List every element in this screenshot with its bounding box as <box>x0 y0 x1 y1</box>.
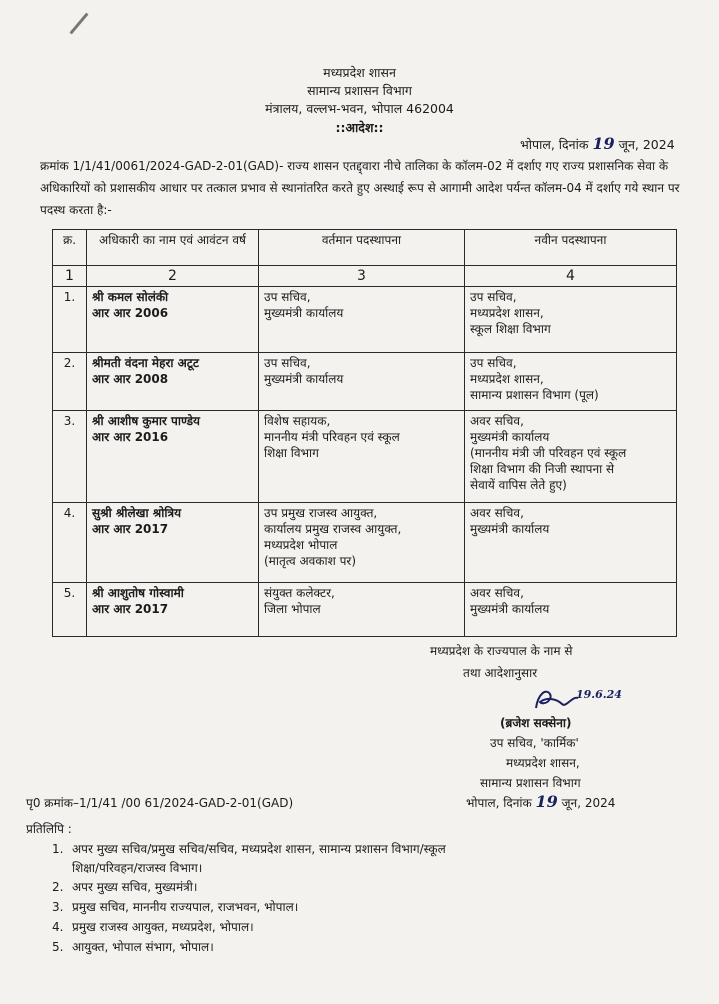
column-number: 4 <box>465 266 677 287</box>
posting-line: शिक्षा विभाग की निजी स्थापना से <box>470 462 615 476</box>
row-officer <box>87 353 259 411</box>
posting-line: उप सचिव, <box>264 356 311 370</box>
posting-line: उप सचिव, <box>470 356 517 370</box>
officer-batch: आर आर 2008 <box>92 372 169 386</box>
endorsement-date-prefix: भोपाल, दिनांक <box>466 796 532 810</box>
posting-line: उप सचिव, <box>470 290 517 304</box>
posting-line: मुख्यमंत्री कार्यालय <box>264 306 344 320</box>
header-line-department: सामान्य प्रशासन विभाग <box>307 83 412 98</box>
posting-line: कार्यालय प्रमुख राजस्व आयुक्त, <box>264 522 402 536</box>
row-current-posting <box>259 353 465 411</box>
header-officer-name: अधिकारी का नाम एवं आवंटन वर्ष <box>87 230 259 266</box>
officer-name: श्री आशीष कुमार पाण्डेय <box>92 414 201 428</box>
copy-to-number: 5. <box>52 940 64 954</box>
officer-batch: आर आर 2016 <box>92 430 169 444</box>
row-serial: 4. <box>53 503 87 583</box>
posting-line: मुख्यमंत्री कार्यालय <box>470 430 550 444</box>
closing-line-1: मध्यप्रदेश के राज्यपाल के नाम से <box>430 644 573 658</box>
copy-to-line <box>52 898 298 917</box>
officer-name: श्रीमती वंदना मेहरा अटूट <box>92 356 199 370</box>
table-row <box>53 353 677 411</box>
header-current-posting: वर्तमान पदस्थापना <box>259 230 465 266</box>
signatory-department: सामान्य प्रशासन विभाग <box>480 776 581 790</box>
officer-batch: आर आर 2017 <box>92 602 169 616</box>
copy-to-item <box>52 840 446 878</box>
row-new-posting <box>465 411 677 503</box>
posting-line: उप प्रमुख राजस्व आयुक्त, <box>264 506 378 520</box>
copy-to-text: प्रमुख सचिव, माननीय राज्यपाल, राजभवन, भोपाल। <box>72 900 299 914</box>
header-line-government: मध्यप्रदेश शासन <box>323 65 396 80</box>
copy-to-line <box>52 918 254 937</box>
endorsement-number: पृ0 क्रमांक–1/1/41 /00 61/2024-GAD-2-01(GAD) <box>26 796 294 810</box>
endorsement-date-suffix: जून, 2024 <box>561 796 616 810</box>
posting-line: माननीय मंत्री परिवहन एवं स्कूल <box>264 430 400 444</box>
copy-to-text: शिक्षा/परिवहन/राजस्व विभाग। <box>72 861 203 875</box>
row-serial: 2. <box>53 353 87 411</box>
posting-line: मुख्यमंत्री कार्यालय <box>264 372 344 386</box>
posting-line: (माननीय मंत्री जी परिवहन एवं स्कूल <box>470 446 627 460</box>
closing-line-2: तथा आदेशानुसार <box>463 666 538 680</box>
row-new-posting <box>465 287 677 353</box>
row-current-posting <box>259 503 465 583</box>
table-column-number-row <box>53 266 677 287</box>
posting-line: अवर सचिव, <box>470 586 524 600</box>
copy-to-text: प्रमुख राजस्व आयुक्त, मध्यप्रदेश, भोपाल। <box>72 920 254 934</box>
column-number: 1 <box>53 266 87 287</box>
row-current-posting <box>259 411 465 503</box>
copy-to-line <box>52 859 446 878</box>
handwritten-signature <box>528 686 622 712</box>
order-date-suffix: जून, 2024 <box>618 137 675 152</box>
posting-line: मुख्यमंत्री कार्यालय <box>470 522 550 536</box>
order-date-prefix: भोपाल, दिनांक <box>520 137 589 152</box>
copy-to-number: 2. <box>52 880 64 894</box>
copy-to-item <box>52 898 298 917</box>
officer-batch: आर आर 2006 <box>92 306 169 320</box>
row-officer <box>87 287 259 353</box>
row-serial: 1. <box>53 287 87 353</box>
row-current-posting <box>259 287 465 353</box>
posting-line: शिक्षा विभाग <box>264 446 319 460</box>
copy-to-title: प्रतिलिपि : <box>26 822 72 836</box>
officer-name: सुश्री श्रीलेखा श्रोत्रिय <box>92 506 182 520</box>
posting-line: मध्यप्रदेश शासन, <box>470 372 544 386</box>
posting-line: मध्यप्रदेश भोपाल <box>264 538 338 552</box>
posting-line: विशेष सहायक, <box>264 414 331 428</box>
table-row <box>53 411 677 503</box>
officer-name: श्री कमल सोलंकी <box>92 290 169 304</box>
endorsement-date-day-handwritten: 19 <box>535 792 558 811</box>
row-new-posting <box>465 583 677 637</box>
posting-line: उप सचिव, <box>264 290 311 304</box>
header-new-posting: नवीन पदस्थापना <box>465 230 677 266</box>
order-date-day-handwritten: 19 <box>592 134 615 153</box>
column-number: 2 <box>87 266 259 287</box>
signature-date: 19.6.24 <box>576 688 622 701</box>
copy-to-line <box>52 938 214 957</box>
transfer-table <box>52 229 677 637</box>
copy-to-number: 3. <box>52 900 64 914</box>
table-header-row <box>53 230 677 266</box>
posting-line: सेवायें वापिस लेते हुए) <box>470 478 567 492</box>
copy-to-item <box>52 938 214 957</box>
posting-line: मध्यप्रदेश शासन, <box>470 306 544 320</box>
copy-to-item <box>52 878 197 897</box>
order-date <box>520 134 675 153</box>
signatory-designation: उप सचिव, 'कार्मिक' <box>490 736 579 750</box>
staple-mark <box>69 13 88 35</box>
row-current-posting <box>259 583 465 637</box>
intro-paragraph: क्रमांक 1/1/41/0061/2024-GAD-2-01(GAD)- राज्य शासन एतद्द्वारा नीचे तालिका के कॉलम-02 में दर्शाए गए राज्य प्रशासनिक सेवा के अधिकारियों को प्रशासकीय आधार पर तत्काल प्रभाव से स्थानांतरित करते हुए अस्थाई रूप से आगामी आदेश पर्यन्त कॉलम-04 में दर्शाए गये स्थान पर पदस्थ करता है:- <box>40 159 680 217</box>
copy-to-line <box>52 878 197 897</box>
row-officer <box>87 503 259 583</box>
row-officer <box>87 411 259 503</box>
header-line-order: ::आदेश:: <box>335 120 384 135</box>
column-number: 3 <box>259 266 465 287</box>
copy-to-line <box>52 840 446 859</box>
row-new-posting <box>465 353 677 411</box>
copy-to-number: 1. <box>52 842 64 856</box>
posting-line: सामान्य प्रशासन विभाग (पूल) <box>470 388 599 402</box>
row-serial: 3. <box>53 411 87 503</box>
row-new-posting <box>465 503 677 583</box>
table-row <box>53 287 677 353</box>
posting-line: (मातृत्व अवकाश पर) <box>264 554 357 568</box>
copy-to-text: आयुक्त, भोपाल संभाग, भोपाल। <box>72 940 214 954</box>
signatory-government: मध्यप्रदेश शासन, <box>506 756 580 770</box>
header-serial: क्र. <box>53 230 87 266</box>
copy-to-text: अपर मुख्य सचिव/प्रमुख सचिव/सचिव, मध्यप्रदेश शासन, सामान्य प्रशासन विभाग/स्कूल <box>72 842 446 856</box>
copy-to-text: अपर मुख्य सचिव, मुख्यमंत्री। <box>72 880 198 894</box>
table-row <box>53 583 677 637</box>
copy-to-number: 4. <box>52 920 64 934</box>
header-line-address: मंत्रालय, वल्लभ-भवन, भोपाल 462004 <box>265 101 454 116</box>
table-row <box>53 503 677 583</box>
endorsement-date <box>466 792 615 811</box>
posting-line: मुख्यमंत्री कार्यालय <box>470 602 550 616</box>
officer-name: श्री आशुतोष गोस्वामी <box>92 586 184 600</box>
officer-batch: आर आर 2017 <box>92 522 169 536</box>
copy-to-item <box>52 918 254 937</box>
row-officer <box>87 583 259 637</box>
posting-line: अवर सचिव, <box>470 414 524 428</box>
posting-line: जिला भोपाल <box>264 602 321 616</box>
posting-line: अवर सचिव, <box>470 506 524 520</box>
signatory-name: (ब्रजेश सक्सेना) <box>500 716 572 730</box>
row-serial: 5. <box>53 583 87 637</box>
posting-line: संयुक्त कलेक्टर, <box>264 586 335 600</box>
posting-line: स्कूल शिक्षा विभाग <box>470 322 551 336</box>
